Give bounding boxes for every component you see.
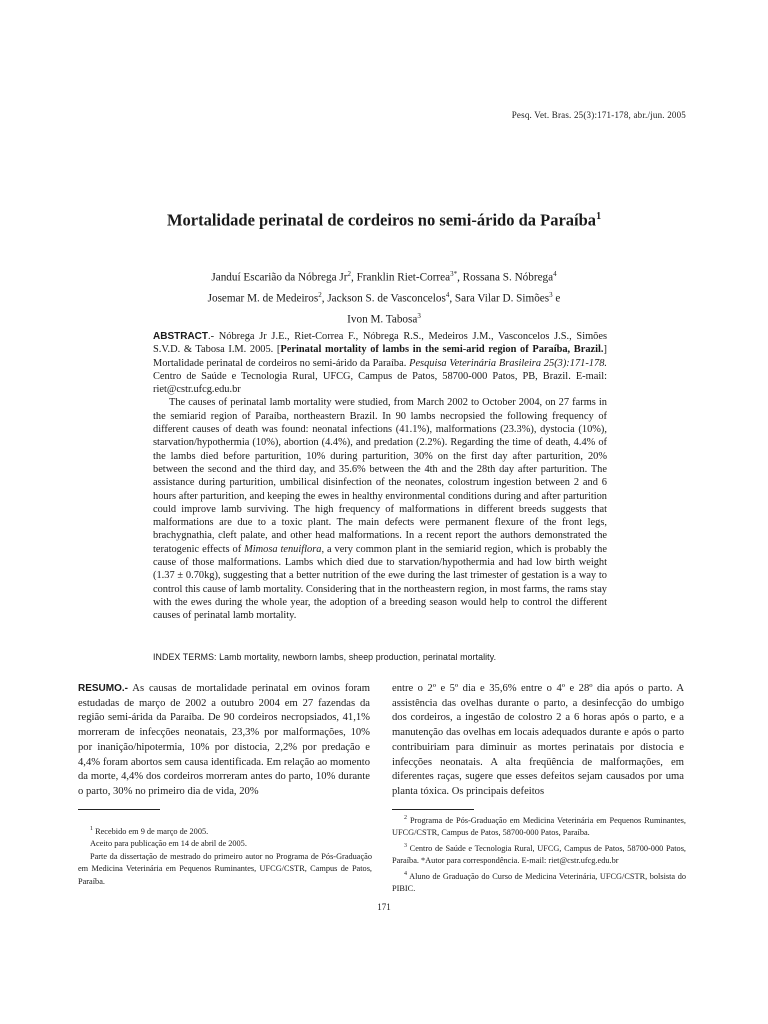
author-name: , Jackson S. de Vasconcelos <box>321 292 446 305</box>
abstract-section <box>153 330 607 623</box>
author-name: Josemar M. de Medeiros <box>207 292 319 305</box>
footnote-text: Aceito para publicação em 14 de abril de 2005. <box>90 839 247 849</box>
footnotes-left <box>78 823 372 888</box>
author-name: Ivon M. Tabosa <box>347 314 418 327</box>
resumo-label: RESUMO.- <box>78 683 128 694</box>
author-affiliation-marker: 2 <box>318 291 322 300</box>
author-affiliation-marker: 3* <box>450 270 458 278</box>
resumo-column-left <box>78 682 370 800</box>
author-affiliation-marker: 4 <box>445 291 450 300</box>
footnote <box>392 840 686 868</box>
author-affiliation-marker: 3 <box>417 312 421 321</box>
author-affiliation-marker: 3 <box>549 291 553 300</box>
author-name: , Sara Vilar D. Simões <box>449 292 550 305</box>
abstract-address: Centro de Saúde e Tecnologia Rural, UFCG, Campus de Patos, 58700-000 Patos, PB, Brazil. E-mail: riet@cstr.ufcg.edu.br <box>153 370 607 396</box>
page-number: 171 <box>377 902 391 912</box>
abstract-journal: Pesquisa Veterinária Brasileira 25(3):171-178. <box>409 357 607 369</box>
abstract-original-title: ] Mortalidade perinatal de cordeiros no semi-árido da Paraíba. <box>153 344 607 369</box>
footnote-text: Programa de Pós-Graduação em Medicina Veterinária em Pequenos Ruminantes, UFCG/CSTR, Campus de Patos, 58700-000 Patos, Paraíba. <box>392 815 686 838</box>
footnotes-right <box>392 812 686 895</box>
abstract-plant-name: Mimosa tenuiflora <box>244 543 322 555</box>
footnote <box>78 851 372 889</box>
abstract-citation-authors: Nóbrega Jr J.E., Riet-Correa F., Nóbrega R.S., Medeiros J.M., Vasconcelos J.S., Simões S.V.D. & Tabosa I.M. 2005. [ <box>153 331 608 356</box>
footnote-text: Parte da dissertação de mestrado do primeiro autor no Programa de Pós-Graduação em Medicina Veterinária em Pequenos Ruminantes, UFCG/CSTR, Campus de Patos, Paraíba. <box>78 851 372 886</box>
abstract-body-part2: , a very common plant in the semiarid region, which is probably the cause of those malformations. Lambs which died due to starvation/hypothermia and had low birth weight (1.37 ± 0.70kg), suggesting that a better nutrition of the ewe during the last trimester of gestation is a way to control this cause of lamb mortality. Considering that in the northeastern region, in most farms, the rams stay with the ewes during the whole year, the adoption of a breeding season would help to control the different causes of perinatal lamb mortality. <box>153 543 607 622</box>
footnote-text: Recebido em 9 de março de 2005. <box>93 826 209 836</box>
abstract-citation-paragraph <box>153 330 607 396</box>
footnote-marker: 2 <box>404 815 407 821</box>
abstract-english-title: Perinatal mortality of lambs in the semi-arid region of Paraíba, Brazil. <box>280 344 604 356</box>
author-name: , Rossana S. Nóbrega <box>457 271 554 284</box>
footnote-text: Aluno de Graduação do Curso de Medicina Veterinária, UFCG/CSTR, bolsista do PIBIC. <box>392 871 686 893</box>
footnote-marker: 3 <box>404 842 407 849</box>
article-title <box>80 206 688 231</box>
footnote <box>392 812 686 840</box>
author-list <box>100 266 668 330</box>
author-affiliation-marker: 2 <box>347 270 351 278</box>
article-title-text: Mortalidade perinatal de cordeiros no semi-árido da Paraíba <box>166 210 597 230</box>
resumo-text-left: As causas de mortalidade perinatal em ovinos foram estudadas de março de 2002 a outubro 2004 em 27 fazendas da região semi-árida da Paraíba. De 90 cordeiros necropsiados, 41,1% morreram de infecções neonatais, 23,3% por malformações, 10% por inanição/hipotermia, 10% por distocia, 2,2% por predação e 4,4% foram abortos sem causa identificada. Em relação ao momento da morte, 4,4% dos cordeiros morreram antes do parto, 10% durante o parto, 30% no primeiro dia de vida, 20% <box>78 683 370 797</box>
abstract-body <box>153 396 607 622</box>
footnote-divider-right <box>392 809 474 810</box>
index-terms: INDEX TERMS: Lamb mortality, newborn lambs, sheep production, perinatal mortality. <box>153 652 497 662</box>
footnote-marker: 4 <box>404 870 407 877</box>
resumo-text-right: entre o 2º e 5º dia e 35,6% entre o 4º e 28º dia após o parto. A assistência das ovelhas durante o parto, a desinfecção do umbigo dos cordeiros, a ingestão de colostro 2 a 6 horas após o parto, e a manutenção das ovelhas em locais adequados durante e após o parto contribuiriam para diminuir as mortes perinatais por distocia e infecções neonatais. A alta freqüência de malformações, em diferentes raças, sugere que esses defeitos sejam causados por uma planta tóxica. Os principais defeitos <box>392 683 684 797</box>
footnote-marker: 1 <box>90 826 93 832</box>
title-footnote-marker: 1 <box>596 211 602 222</box>
resumo-column-right <box>392 682 684 800</box>
author-name: , Franklin Riet-Correa <box>350 271 451 284</box>
abstract-label: ABSTRACT <box>153 331 208 342</box>
footnote-text: Centro de Saúde e Tecnologia Rural, UFCG, Campus de Patos, 58700-000 Patos, Paraíba. *Autor para correspondência. E-mail: riet@cstr.ufcg.edu.br <box>392 843 686 866</box>
author-name: Janduí Escarião da Nóbrega Jr <box>211 271 348 284</box>
footnote <box>78 838 372 851</box>
journal-citation: Pesq. Vet. Bras. 25(3):171-178, abr./jun. 2005 <box>511 110 686 120</box>
author-affiliation-marker: 4 <box>553 270 557 278</box>
abstract-label-separator: .- <box>208 331 219 342</box>
abstract-body-part1: The causes of perinatal lamb mortality were studied, from March 2002 to October 2004, on 27 farms in the semiarid region of Paraíba, northeastern Brazil. In 90 lambs necropsied the following frequency of different causes of death was found: neonatal infections (41.1%), malformations (23.3%), dystocia (10%), starvation/hypothermia (10%), abortion (4.4%), and predation (2.2%). Regarding the time of death, 4.4% of the lambs died before parturition, 10% during parturition, 30% on the first day after parturition, 20% between the second and the third day, and 35.6% between the 4th and the 28th day after parturition. The assistance during parturition, umbilical disinfection of the neonates, colostrum ingestion between 2 and 6 hours after parturition, and keeping the ewes in healthy environmental conditions during and after parturition could improve lamb surviving. The high frequency of malformations in different breeds suggests that malformations are due to a toxic plant. The main defects were permanent flexure of the front legs, brachygnathia, cleft palate, and other head malformations. In a recent report the authors demonstrated the teratogenic effects of <box>153 397 607 555</box>
footnote <box>392 868 686 896</box>
footnote <box>78 823 372 838</box>
footnote-divider-left <box>78 809 160 810</box>
author-conjunction: e <box>552 292 561 305</box>
